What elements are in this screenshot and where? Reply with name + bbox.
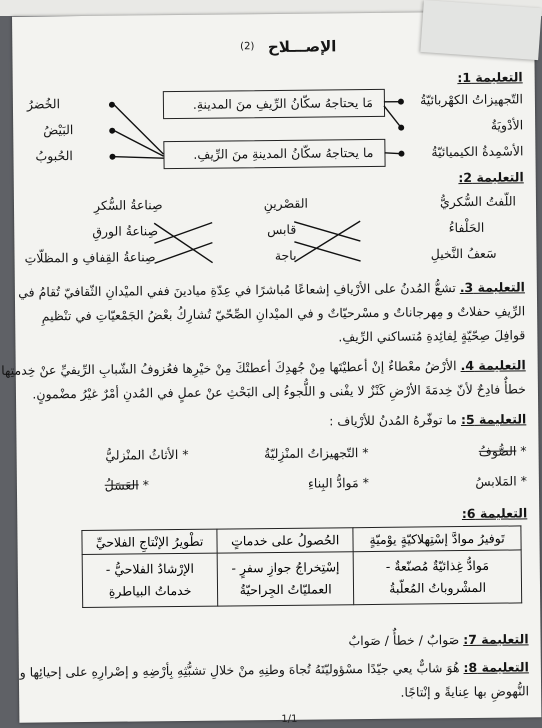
q3-label: التعليمة 3. — [460, 279, 525, 295]
q2-link-line — [294, 221, 360, 262]
table-cell: إسْتِخراجُ جوازِ سفرٍ - العمليّاتُ الجِراحيّةُ — [217, 552, 354, 606]
q2-right-item: الحَلْفاءُ — [449, 220, 485, 235]
page-note: (2) — [240, 41, 254, 52]
q7-label: التعليمة 7: — [463, 631, 529, 647]
table-row — [82, 550, 522, 608]
q5-intro: ما توفّرهُ المُدنُ للأرْياف : — [329, 412, 457, 428]
table-header-cell: تَوفيرُ موادَّ إسْتِهلاكيّةٍ يوْميّةٍ — [353, 526, 521, 552]
q2-middle-item: القصْرينِ — [264, 196, 308, 211]
q2-link-line — [154, 223, 212, 244]
q5-item: * الأثاثُ المنْزليُّ — [105, 447, 188, 463]
q8-line-2: النُّهوضِ بها عِنايةً و إنْتاجًا. — [400, 683, 529, 699]
q2-link-line — [294, 221, 360, 242]
q1-box-bottom-text: ما يحتاجهُ سكّانُ المدينةِ منَ الرِّيفِ. — [193, 145, 373, 162]
q3-text: تشعُّ المُدنُ على الأرْيافِ إشعاعًا مُباشرًا في عِدّةِ ميادينَ ففي الميْدانِ الثّقافيّ تُقامُ في — [18, 280, 456, 300]
q7-line: التعليمة 7: صَوابٌ / خطأٌ / صَوابٌ — [348, 631, 528, 648]
q2-middle-item: باجة — [275, 248, 297, 263]
q1-right-item: الأسْمِدةُ الكيميائيّةُ — [431, 143, 523, 159]
q2-link-line — [154, 223, 212, 264]
q2-right-item: اللّفتُ السُّكريُّ — [440, 193, 516, 209]
q2-right-item: سَعفُ النَّخيلِ — [431, 246, 497, 262]
q5-item: * المَلابسُ — [475, 473, 527, 489]
q1-right-item: التّجهيزاتُ الكهْربائيّةُ — [420, 91, 523, 107]
q4-line-2: خطأٌ فادِحٌ لأنّ خِدمَةَ الأرْضِ كَنْزٌ لا يفْنى و اللُّجوءُ إلى البَحْثِ عنْ عملٍ في المُدنِ أمْرٌ غيْرُ مضْمونٍ. — [32, 381, 526, 401]
q1-left-item: الحُبوبُ — [35, 148, 73, 163]
q5-line — [329, 411, 526, 428]
q1-right-item: الأدْويَةُ — [491, 117, 524, 132]
table-header-cell: تطْويرُ الإنْتاجِ الفلاحيِّ — [82, 529, 217, 554]
q2-link-line — [154, 243, 212, 264]
q1-link-line — [114, 104, 164, 155]
table-cell: مَوادُّ غِذائيّةٌ مُصنّعةٌ - المشْروباتُ المُعلّبةُ — [353, 550, 521, 605]
q4-label: التعليمة 4. — [461, 357, 526, 373]
table-header-cell: الحُصولُ على خدماتٍ — [217, 528, 353, 553]
worksheet-page — [12, 11, 541, 722]
q1-left-item: الخُضرُ — [27, 96, 60, 111]
q2-left-item: صِناعةُ القِفافِ و المظلّاتِ — [24, 249, 155, 265]
q1-link-line — [384, 153, 401, 154]
q4-text: الأرْضُ معْطاءٌ إنْ أعطيْتَها مِنْ جُهدِكَ أعطتْكَ مِنْ خيْرِها فعُزوفُ الشّبابِ الرِّيفيِّ عنْ خِدمتِها — [1, 358, 457, 378]
table-cell: الإرْشادُ الفلاحيُّ - خدماتُ البياطرةِ — [82, 553, 218, 607]
q5-item: * الصُّوفُ — [479, 443, 527, 458]
q1-left-item: البَيْضُ — [43, 122, 73, 137]
page-number: 1/1 — [281, 714, 297, 725]
q2-link-line — [294, 241, 360, 262]
q6-table — [81, 525, 522, 608]
q6-label: التعليمة 6: — [462, 505, 528, 521]
q1-box-top-text: مَا يحتاجهُ سكّانُ الرِّيفِ منَ المدينةِ. — [193, 95, 373, 112]
q3-line-3: قوافِلَ صِحّيّةٍ لِفائِدةِ مُتساكني الرِّيفِ. — [338, 327, 525, 344]
q8-text: هُوَ شابٌّ يعي جيّدًا مسْؤوليّتَهُ تُجاهَ وطنِهِ منْ خلالِ تشبُّثِهِ بِأرْضِهِ و إصْرارِهِ على إحيائِها و — [20, 660, 460, 680]
q5-item: * التّجهيزاتُ المنْزِليّةُ — [264, 445, 369, 461]
q1-link-line — [114, 156, 163, 159]
q2-middle-item: قابس — [267, 222, 296, 237]
q2-left-item: صِناعةُ الورقِ — [92, 223, 158, 239]
q1-label: التعليمة 1: — [457, 69, 523, 85]
q1-link-line — [114, 130, 163, 157]
q5-label: التعليمة 5: — [461, 411, 527, 427]
page-title: الإصـــلاح — [268, 37, 337, 56]
q5-item: * العَسَلُ — [105, 477, 149, 492]
q1-link-line — [384, 106, 401, 128]
q2-left-item: صِناعةُ السُّكرِ — [94, 197, 163, 213]
q8-label: التعليمة 8: — [463, 659, 529, 675]
overlapping-paper-corner — [420, 0, 541, 60]
q5-item: * مَوادُّ البِناءِ — [308, 475, 369, 491]
q3-line-2: الرِّيفِ حفلاتٌ و مِهرجاناتٌ و مسْرحيّاتٌ و في الميْدانِ الصِّحّيّ تُشارِكُ بعْضُ الجَمْعيّاتِ في تنْظيمِ — [42, 303, 526, 323]
q2-label: التعليمة 2: — [458, 169, 524, 185]
